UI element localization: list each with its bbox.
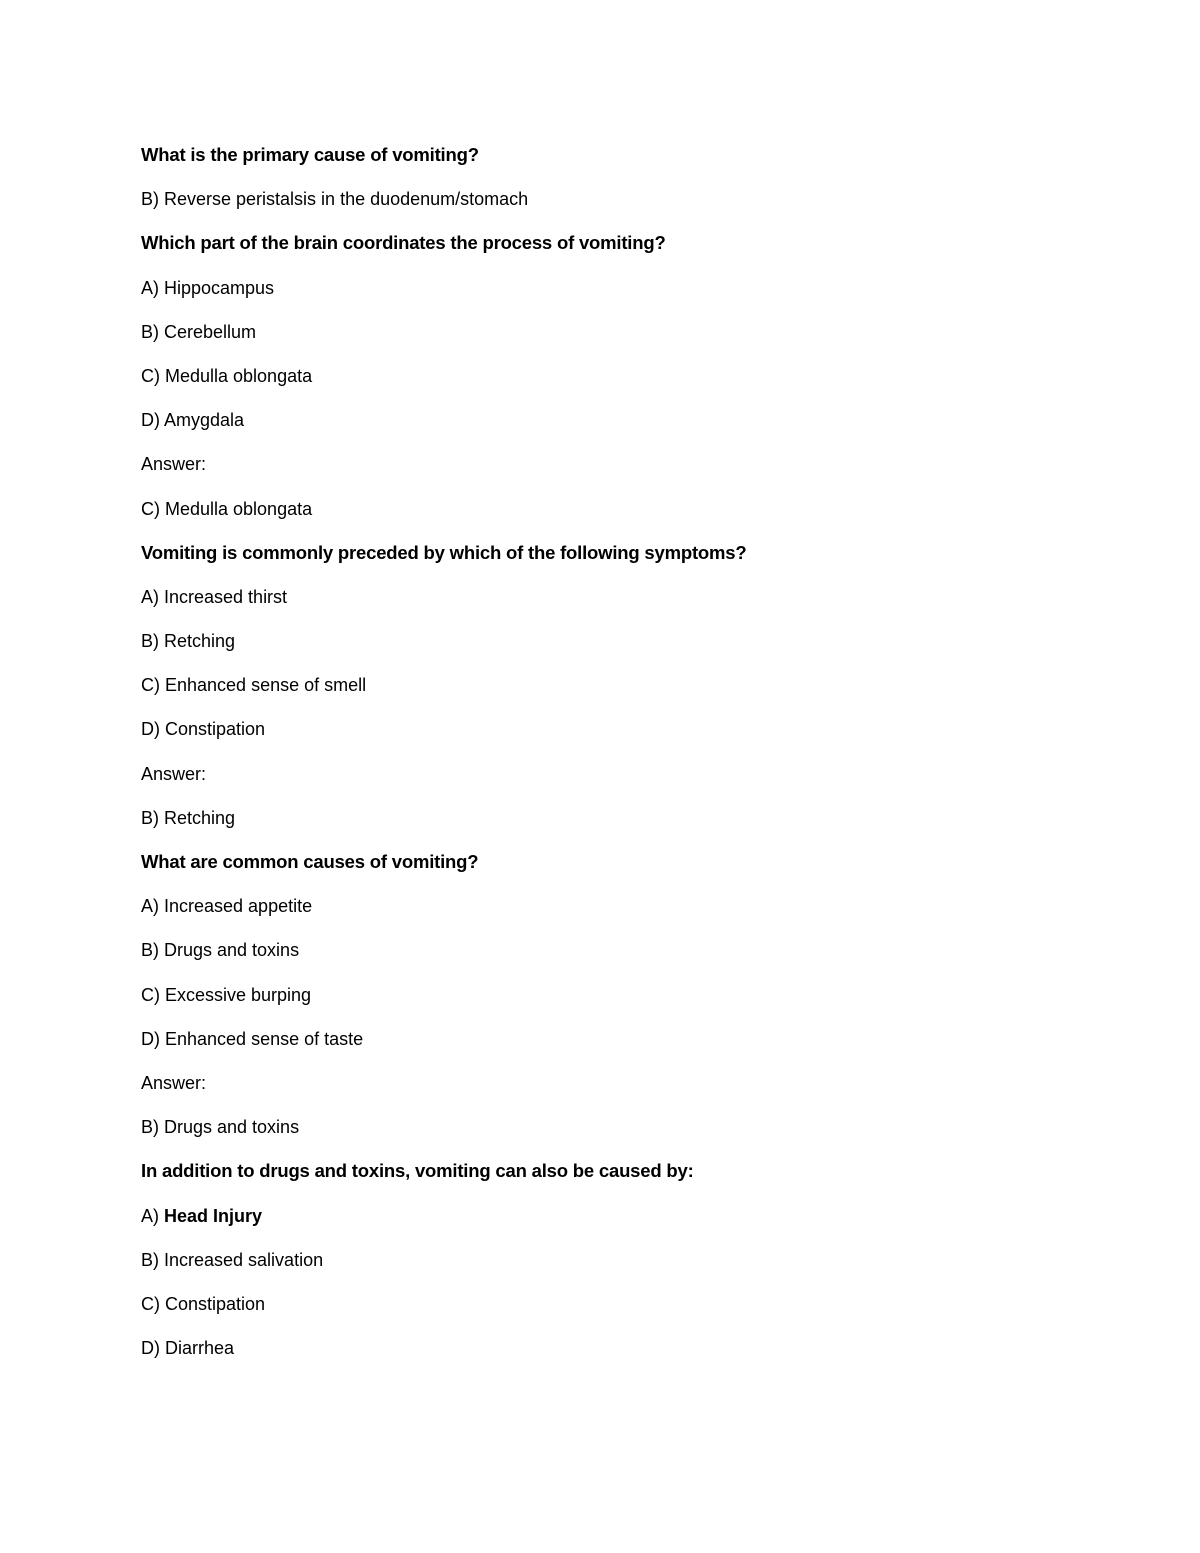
question-2-option-c: C) Medulla oblongata [141,365,313,386]
question-2: Which part of the brain coordinates the process of vomiting? [141,232,666,254]
question-1-answer: B) Reverse peristalsis in the duodenum/stomach [141,189,529,210]
question-5-option-b: B) Increased salivation [141,1249,324,1270]
question-4-answer-label: Answer: [141,1072,207,1093]
question-5-option-a-prefix: A) [141,1205,165,1226]
question-4-option-c: C) Excessive burping [141,984,312,1005]
document-body [141,141,1081,1378]
question-3-option-d: D) Constipation [141,719,266,740]
question-3-option-a: A) Increased thirst [141,586,288,607]
question-1: What is the primary cause of vomiting? [141,144,479,165]
question-3-option-c: C) Enhanced sense of smell [141,675,367,696]
question-5-option-a [141,1202,1081,1246]
question-4-option-a: A) Increased appetite [141,896,313,917]
question-5: In addition to drugs and toxins, vomiting can also be caused by: [141,1160,694,1182]
question-2-answer: C) Medulla oblongata [141,498,313,519]
question-3-answer-label: Answer: [141,763,207,784]
question-5-option-a-text: Head Injury [164,1205,263,1226]
question-4: What are common causes of vomiting? [141,851,479,872]
question-3: Vomiting is commonly preceded by which of the following symptoms? [141,541,747,563]
question-2-option-b: B) Cerebellum [141,321,257,342]
question-2-option-a: A) Hippocampus [141,277,275,298]
question-4-option-b: B) Drugs and toxins [141,940,300,961]
question-5-option-c: C) Constipation [141,1293,266,1314]
question-4-option-d: D) Enhanced sense of taste [141,1028,364,1049]
question-2-option-d: D) Amygdala [141,410,245,431]
question-5-option-d: D) Diarrhea [141,1338,235,1359]
question-3-answer: B) Retching [141,807,236,828]
question-2-answer-label: Answer: [141,454,207,475]
question-4-answer: B) Drugs and toxins [141,1117,300,1138]
question-3-option-b: B) Retching [141,631,236,652]
